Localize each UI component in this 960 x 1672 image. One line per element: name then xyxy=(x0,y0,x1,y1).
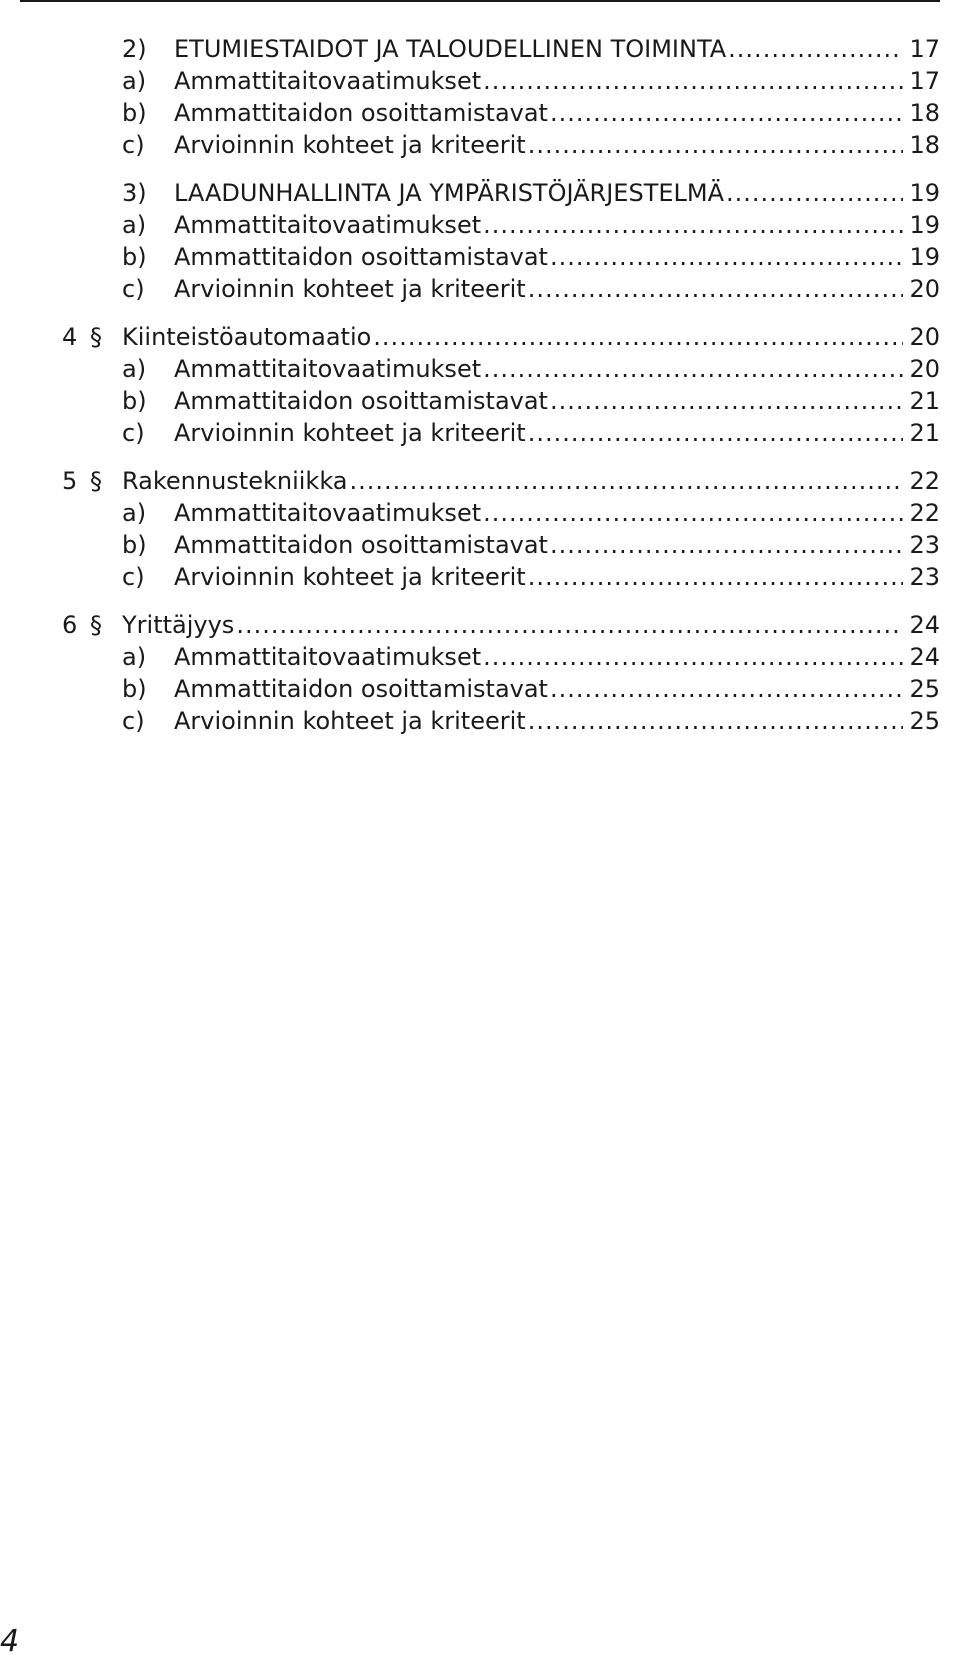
toc-entry-label: b) xyxy=(122,675,147,703)
toc-entry-group-3-b[interactable] xyxy=(0,240,960,274)
dot-leader xyxy=(550,240,903,274)
toc-entry-group-2-b[interactable] xyxy=(0,96,960,130)
toc-entry-page: 17 xyxy=(909,67,940,95)
toc-entry-section-4-c[interactable] xyxy=(0,416,960,450)
toc-entry-title: Ammattitaidon osoittamistavat xyxy=(174,531,548,559)
dot-leader xyxy=(236,608,903,642)
toc-entry-section-4-b[interactable] xyxy=(0,384,960,418)
toc-entry-title: Rakennustekniikka xyxy=(122,467,348,495)
section-number: 6 xyxy=(62,611,78,639)
toc-entry-title: Ammattitaitovaatimukset xyxy=(174,643,482,671)
toc-entry-label: b) xyxy=(122,99,147,127)
toc-entry-label: b) xyxy=(122,243,147,271)
dot-leader xyxy=(528,272,904,306)
toc-entry-title: Kiinteistöautomaatio xyxy=(122,323,372,351)
toc-entry-page: 20 xyxy=(909,323,940,351)
toc-entry-section-5[interactable] xyxy=(0,464,960,498)
dot-leader xyxy=(528,704,904,738)
toc-entry-group-2-c[interactable] xyxy=(0,128,960,162)
toc-entry-page: 23 xyxy=(909,563,940,591)
section-sign-icon: § xyxy=(90,467,102,495)
dot-leader xyxy=(550,528,903,562)
toc-entry-group-2-a[interactable] xyxy=(0,64,960,98)
dot-leader xyxy=(550,96,903,130)
dot-leader xyxy=(373,320,903,354)
toc-entry-label: a) xyxy=(122,643,147,671)
toc-entry-title: Ammattitaidon osoittamistavat xyxy=(174,387,548,415)
toc-entry-label: a) xyxy=(122,211,147,239)
toc-entry-page: 22 xyxy=(909,499,940,527)
toc-entry-group-2[interactable] xyxy=(0,32,960,66)
section-number: 5 xyxy=(62,467,78,495)
dot-leader xyxy=(350,464,904,498)
dot-leader xyxy=(528,416,904,450)
toc-entry-label: c) xyxy=(122,275,145,303)
toc-entry-section-4-a[interactable] xyxy=(0,352,960,386)
toc-entry-label: 2) xyxy=(122,35,147,63)
toc-entry-title: ETUMIESTAIDOT JA TALOUDELLINEN TOIMINTA xyxy=(174,35,727,63)
toc-entry-section-6-b[interactable] xyxy=(0,672,960,706)
toc-entry-title: Ammattitaidon osoittamistavat xyxy=(174,243,548,271)
toc-entry-label: b) xyxy=(122,531,147,559)
toc-entry-label: c) xyxy=(122,131,145,159)
toc-entry-page: 23 xyxy=(909,531,940,559)
dot-leader xyxy=(728,32,903,66)
toc-entry-group-3-c[interactable] xyxy=(0,272,960,306)
toc-entry-title: LAADUNHALLINTA JA YMPÄRISTÖJÄRJESTELMÄ xyxy=(174,179,725,207)
toc-entry-label: c) xyxy=(122,707,145,735)
toc-entry-label: a) xyxy=(122,67,147,95)
dot-leader xyxy=(483,496,903,530)
toc-entry-title: Arvioinnin kohteet ja kriteerit xyxy=(174,131,526,159)
dot-leader xyxy=(550,384,903,418)
dot-leader xyxy=(528,128,904,162)
toc-entry-page: 21 xyxy=(909,387,940,415)
toc-entry-title: Ammattitaitovaatimukset xyxy=(174,355,482,383)
toc-entry-page: 19 xyxy=(909,243,940,271)
toc-entry-title: Ammattitaitovaatimukset xyxy=(174,499,482,527)
toc-entry-label: a) xyxy=(122,355,147,383)
toc-entry-page: 20 xyxy=(909,355,940,383)
toc-entry-page: 24 xyxy=(909,611,940,639)
toc-entry-page: 20 xyxy=(909,275,940,303)
page-number: 4 xyxy=(0,1624,20,1659)
toc-entry-section-5-b[interactable] xyxy=(0,528,960,562)
toc-entry-section-6-c[interactable] xyxy=(0,704,960,738)
section-number: 4 xyxy=(62,323,78,351)
toc-entry-section-5-c[interactable] xyxy=(0,560,960,594)
section-sign-icon: § xyxy=(90,611,102,639)
dot-leader xyxy=(550,672,903,706)
toc-entry-label: 3) xyxy=(122,179,147,207)
toc-entry-title: Arvioinnin kohteet ja kriteerit xyxy=(174,419,526,447)
toc-entry-title: Ammattitaidon osoittamistavat xyxy=(174,99,548,127)
toc-entry-page: 25 xyxy=(909,707,940,735)
toc-entry-title: Arvioinnin kohteet ja kriteerit xyxy=(174,563,526,591)
toc-entry-title: Arvioinnin kohteet ja kriteerit xyxy=(174,275,526,303)
toc-entry-section-5-a[interactable] xyxy=(0,496,960,530)
dot-leader xyxy=(483,64,903,98)
toc-entry-section-6-a[interactable] xyxy=(0,640,960,674)
toc-entry-page: 18 xyxy=(909,99,940,127)
dot-leader xyxy=(483,352,903,386)
toc-entry-group-3[interactable] xyxy=(0,176,960,210)
toc-entry-label: c) xyxy=(122,563,145,591)
dot-leader xyxy=(483,208,903,242)
top-rule xyxy=(20,0,940,2)
toc-entry-page: 19 xyxy=(909,179,940,207)
dot-leader xyxy=(483,640,903,674)
dot-leader xyxy=(528,560,904,594)
toc-entry-title: Ammattitaitovaatimukset xyxy=(174,67,482,95)
section-sign-icon: § xyxy=(90,323,102,351)
toc-entry-page: 22 xyxy=(909,467,940,495)
toc-entry-page: 21 xyxy=(909,419,940,447)
toc-entry-label: a) xyxy=(122,499,147,527)
toc-entry-section-6[interactable] xyxy=(0,608,960,642)
toc-entry-label: b) xyxy=(122,387,147,415)
toc-entry-page: 25 xyxy=(909,675,940,703)
toc-entry-title: Yrittäjyys xyxy=(122,611,235,639)
toc-entry-page: 18 xyxy=(909,131,940,159)
toc-entry-title: Ammattitaidon osoittamistavat xyxy=(174,675,548,703)
toc-entry-title: Ammattitaitovaatimukset xyxy=(174,211,482,239)
toc-entry-page: 17 xyxy=(909,35,940,63)
toc-entry-section-4[interactable] xyxy=(0,320,960,354)
toc-entry-page: 24 xyxy=(909,643,940,671)
toc-entry-label: c) xyxy=(122,419,145,447)
toc-entry-title: Arvioinnin kohteet ja kriteerit xyxy=(174,707,526,735)
toc-entry-group-3-a[interactable] xyxy=(0,208,960,242)
dot-leader xyxy=(726,176,903,210)
toc-entry-page: 19 xyxy=(909,211,940,239)
